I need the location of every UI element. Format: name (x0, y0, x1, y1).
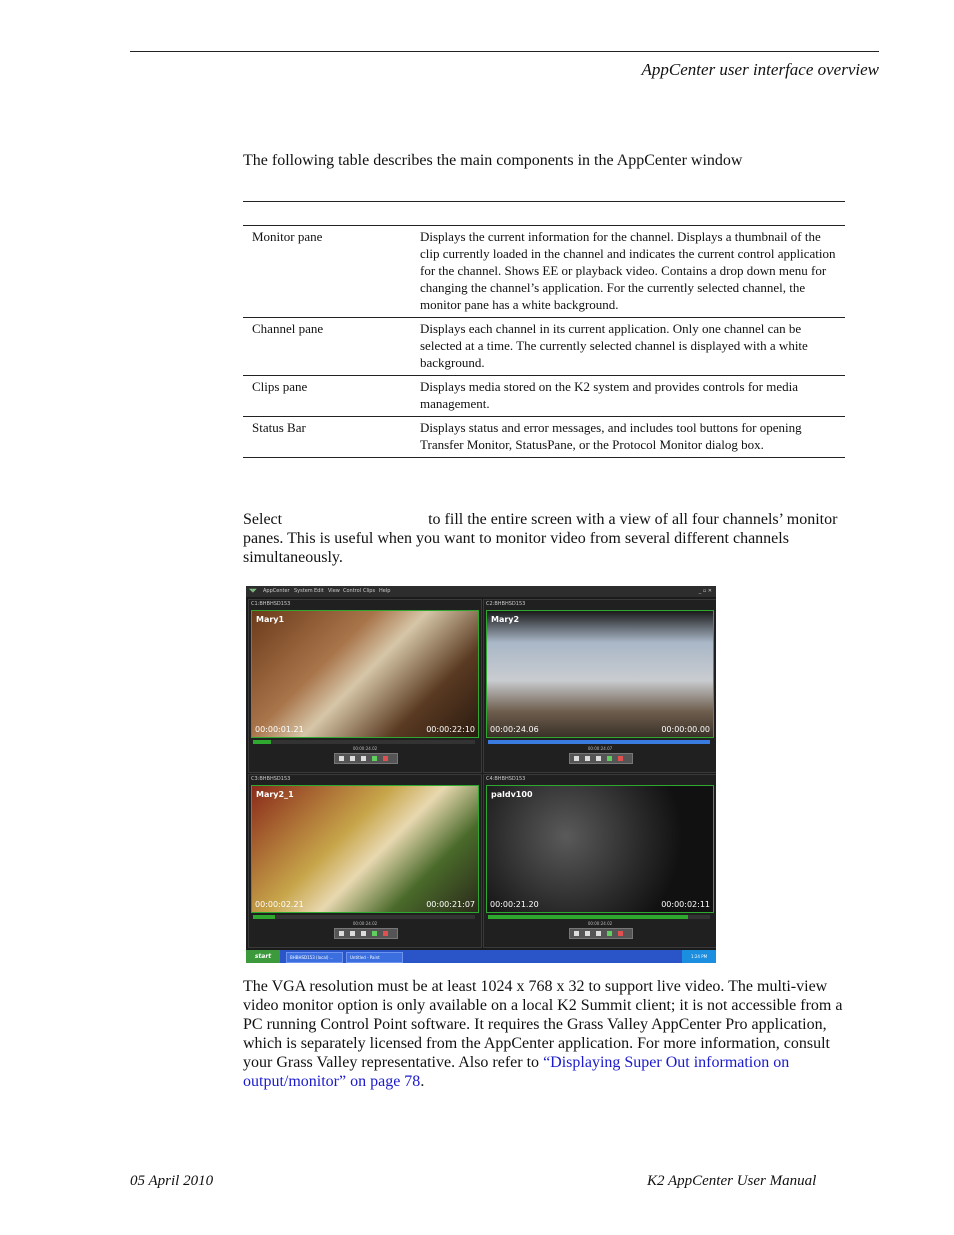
elapsed-timecode: 00:00:01.21 (255, 725, 304, 734)
elapsed-timecode: 00:00:21.20 (490, 900, 539, 909)
component-description: Displays each channel in its current application. Only one channel can be selected at a time. The currently selected channel is displayed with a white background. (420, 321, 808, 370)
footer-manual-title: K2 AppCenter User Manual (647, 1173, 817, 1189)
vga-end: . (420, 1073, 425, 1090)
window-controls-icon[interactable]: _ ▫ ✕ (698, 588, 712, 594)
fast-forward-icon[interactable] (596, 931, 601, 936)
menu-system[interactable]: System (294, 588, 313, 594)
table-row (243, 376, 845, 417)
stop-icon[interactable] (585, 756, 590, 761)
system-tray-clock: 1:24 PM (682, 950, 716, 963)
video-thumbnail (251, 785, 479, 913)
progress-fill (488, 915, 688, 919)
select-paragraph (243, 510, 843, 567)
progress-fill (253, 740, 271, 744)
table-row (243, 417, 845, 458)
remaining-timecode: 00:00:22:10 (426, 725, 475, 734)
clip-name: Mary1 (256, 615, 285, 624)
table-row (243, 318, 845, 376)
remaining-timecode: 00:00:02:11 (661, 900, 710, 909)
progress-fill (253, 915, 275, 919)
progress-bar[interactable] (253, 915, 475, 919)
multiview-screenshot (246, 586, 716, 963)
progress-bar[interactable] (488, 740, 710, 744)
play-icon[interactable] (607, 931, 612, 936)
select-word: Select (243, 511, 283, 528)
components-table (243, 226, 845, 458)
rewind-icon[interactable] (574, 756, 579, 761)
fast-forward-icon[interactable] (361, 931, 366, 936)
clip-name: paldv100 (491, 790, 533, 799)
component-name: Clips pane (252, 379, 308, 394)
record-icon[interactable] (618, 756, 623, 761)
table-row (243, 226, 845, 318)
remaining-timecode: 00:00:21:07 (426, 900, 475, 909)
stop-icon[interactable] (350, 756, 355, 761)
stop-icon[interactable] (350, 931, 355, 936)
progress-bar[interactable] (488, 915, 710, 919)
fast-forward-icon[interactable] (596, 756, 601, 761)
rewind-icon[interactable] (339, 931, 344, 936)
monitor-pane[interactable] (483, 774, 716, 948)
app-title: AppCenter (263, 588, 290, 594)
video-thumbnail (486, 785, 714, 913)
select-rest: to fill the entire screen with a view of all four channels’ monitor panes. This is useful when you want to monitor video from several different channels simultaneously. (243, 511, 838, 566)
record-icon[interactable] (383, 931, 388, 936)
transport-controls (334, 928, 398, 939)
component-name: Status Bar (252, 420, 306, 435)
position-timecode: 00:00:24.07 (587, 746, 613, 751)
elapsed-timecode: 00:00:24.06 (490, 725, 539, 734)
remaining-timecode: 00:00:00.00 (661, 725, 710, 734)
menu-clips[interactable]: Clips (363, 588, 376, 594)
component-name: Monitor pane (252, 229, 323, 244)
rewind-icon[interactable] (339, 756, 344, 761)
channel-label: C4:BHBHSD153 (486, 776, 526, 782)
intro-text: The following table describes the main components in the AppCenter window (243, 152, 743, 169)
menu-edit[interactable]: Edit (314, 588, 324, 594)
component-description: Displays the current information for the channel. Displays a thumbnail of the clip currently loaded in the channel and indicates the current control application for the channel. Shows EE or playback video. Contains a drop down menu for changing the channel’s application. For the currently selected channel, the monitor pane has a white background. (420, 229, 836, 312)
vga-paragraph (243, 977, 843, 1091)
vga-text: The VGA resolution must be at least 1024 x 768 x 32 to support live video. The multi-view video monitor option is only available on a local K2 Summit client; it is not accessible from a PC running Control Point software. It requires the Grass Valley AppCenter Pro application, which is separately licensed from the AppCenter application. For more information, consult your Grass Valley representative. Also refer to (243, 978, 843, 1071)
stop-icon[interactable] (585, 931, 590, 936)
taskbar (246, 950, 716, 963)
elapsed-timecode: 00:00:02.21 (255, 900, 304, 909)
header-rule (130, 51, 879, 52)
progress-bar[interactable] (253, 740, 475, 744)
fast-forward-icon[interactable] (361, 756, 366, 761)
clip-name: Mary2 (491, 615, 520, 624)
footer-date: 05 April 2010 (130, 1173, 214, 1189)
progress-fill (488, 740, 710, 744)
app-menubar (246, 586, 716, 597)
menu-view[interactable]: View (328, 588, 340, 594)
app-logo-icon: ◥◤ (249, 588, 257, 594)
monitor-pane[interactable] (248, 599, 482, 773)
header-title: AppCenter user interface overview (641, 60, 879, 79)
transport-controls (569, 753, 633, 764)
record-icon[interactable] (618, 931, 623, 936)
video-thumbnail (486, 610, 714, 738)
taskbar-item[interactable]: Untitled - Paint (346, 952, 403, 963)
menu-control[interactable]: Control (343, 588, 362, 594)
rewind-icon[interactable] (574, 931, 579, 936)
component-name: Channel pane (252, 321, 324, 336)
taskbar-item[interactable]: BHBHSD153 (local) ... (286, 952, 343, 963)
component-description: Displays media stored on the K2 system and provides controls for media management. (420, 379, 799, 411)
table-top-rule (243, 201, 845, 202)
video-thumbnail (251, 610, 479, 738)
cross-reference-link[interactable]: “Displaying Super Out information on output/monitor” on page 78 (243, 1054, 790, 1090)
position-timecode: 00:00:24.02 (352, 921, 378, 926)
play-icon[interactable] (372, 756, 377, 761)
transport-controls (569, 928, 633, 939)
menu-help[interactable]: Help (379, 588, 391, 594)
transport-controls (334, 753, 398, 764)
channel-label: C2:BHBHSD153 (486, 601, 526, 607)
monitor-pane[interactable] (248, 774, 482, 948)
position-timecode: 00:00:24.02 (352, 746, 378, 751)
monitor-pane[interactable] (483, 599, 716, 773)
start-button[interactable]: start (246, 950, 280, 963)
play-icon[interactable] (372, 931, 377, 936)
play-icon[interactable] (607, 756, 612, 761)
record-icon[interactable] (383, 756, 388, 761)
component-description: Displays status and error messages, and includes tool buttons for opening Transfer Monitor, StatusPane, or the Protocol Monitor dialog box. (420, 420, 802, 452)
position-timecode: 00:00:24.02 (587, 921, 613, 926)
clip-name: Mary2_1 (256, 790, 294, 799)
channel-label: C3:BHBHSD153 (251, 776, 291, 782)
channel-label: C1:BHBHSD153 (251, 601, 291, 607)
